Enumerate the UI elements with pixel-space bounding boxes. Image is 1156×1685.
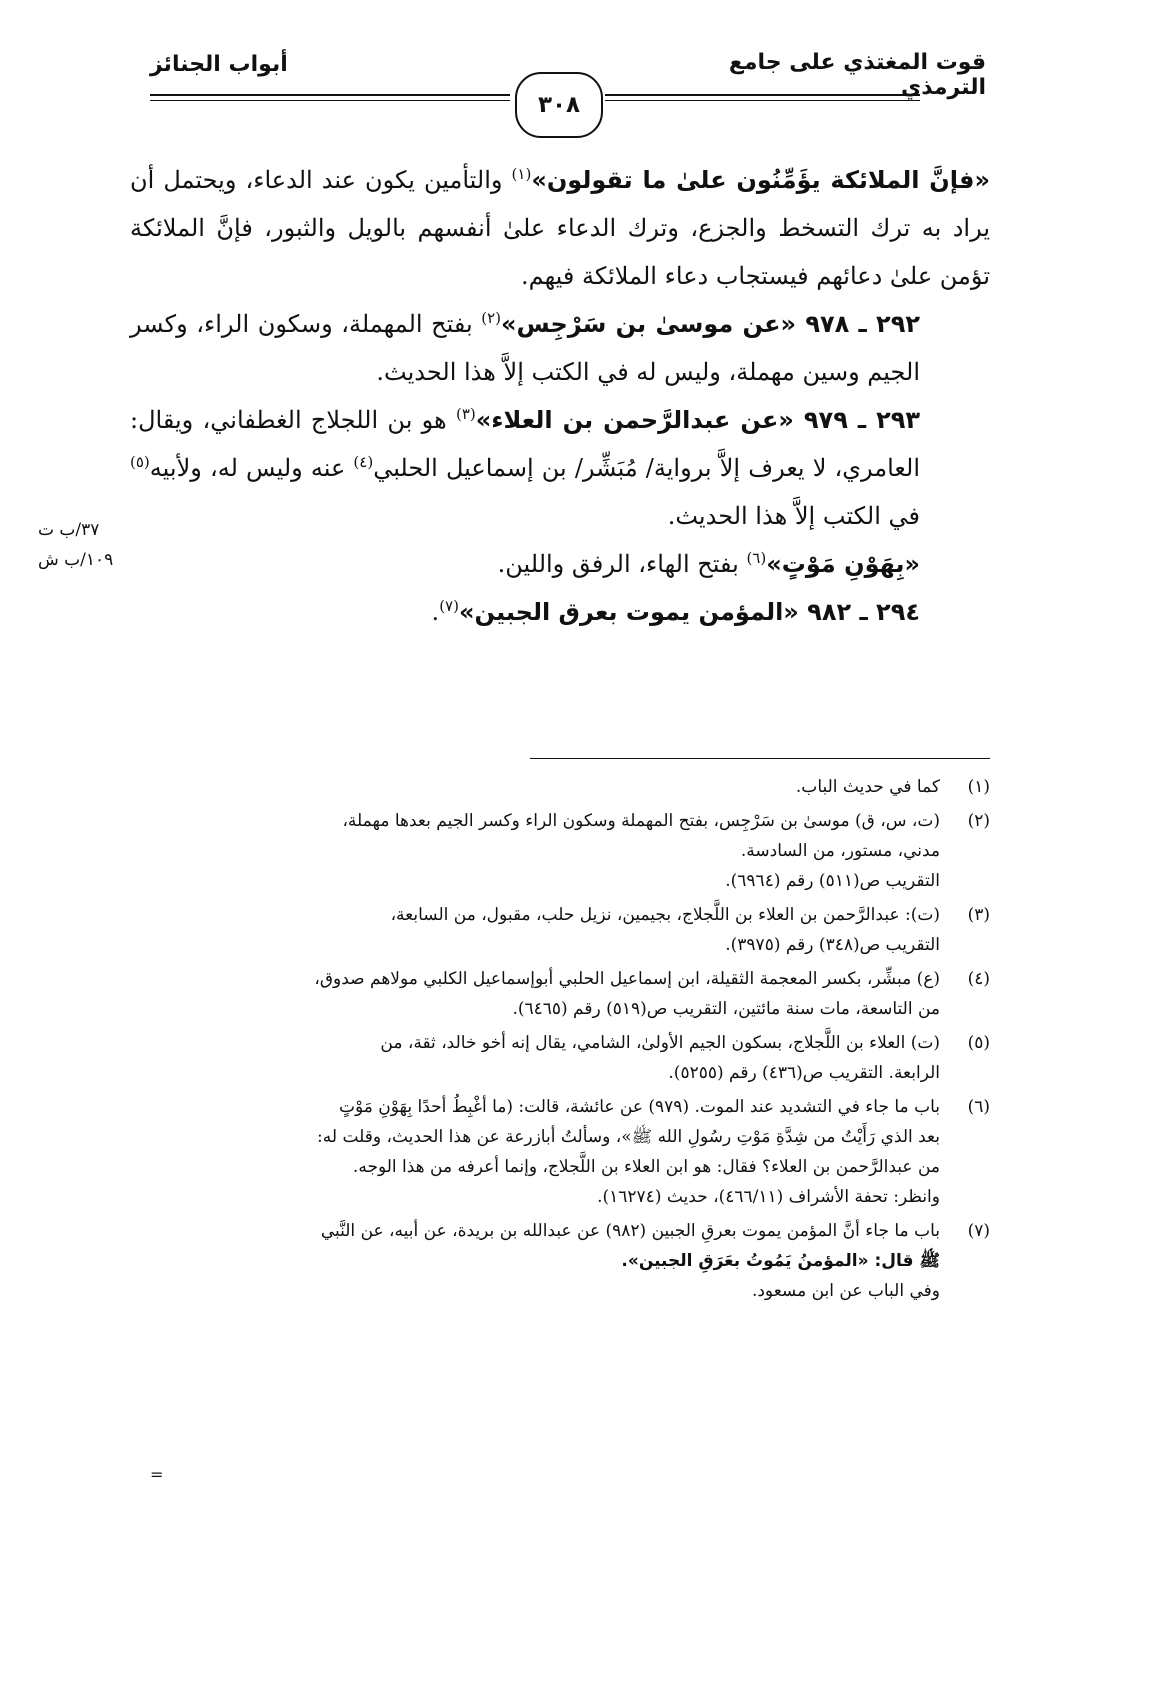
footnote <box>150 772 990 802</box>
main-text <box>130 156 990 636</box>
header-rule-left-bottom <box>150 100 510 101</box>
footnote-line: باب ما جاء أنَّ المؤمن يموت بعرقِ الجبين (٩٨٢) عن عبدالله بن بريدة، عن أبيه، عن النَّبي <box>320 1221 940 1241</box>
paragraph-2 <box>130 300 990 396</box>
paragraph-3 <box>130 396 990 540</box>
commentary-text: بفتح المهملة، وسكون الراء، وكسر الجيم وسين مهملة، وليس له في الكتب إلاَّ هذا الحديث. <box>130 310 920 386</box>
footnotes <box>150 772 990 1310</box>
page-number: ٣٠٨ <box>515 72 603 138</box>
footnote-line: مدني، مستور، من السادسة. <box>740 841 940 861</box>
quoted-hadith: «فإنَّ الملائكة يؤَمِّنُون علىٰ ما تقولون» <box>531 166 990 194</box>
footnote-text <box>150 900 940 960</box>
footnote <box>150 964 990 1024</box>
footnote-line: وفي الباب عن ابن مسعود. <box>751 1281 940 1301</box>
footnote-text <box>150 806 940 896</box>
footnote-line: باب ما جاء في التشديد عند الموت. (٩٧٩) عن عائشة، قالت: (ما أغْبِطُ أحدًا بِهَوْنِ مَوْتٍ <box>338 1097 940 1117</box>
footnote-ref: (٤) <box>353 453 374 471</box>
header-rule-left-top <box>150 94 510 96</box>
hadith-heading: ٢٩٣ ـ ٩٧٩ «عن عبدالرَّحمن بن العلاء» <box>475 406 921 434</box>
footnote-number: (٤) <box>967 969 990 989</box>
paragraph-1 <box>130 156 990 300</box>
hadith-heading: ٢٩٤ ـ ٩٨٢ «المؤمن يموت بعرق الجبين» <box>458 598 920 626</box>
footnote-ref: (٦) <box>746 549 767 567</box>
footnote-number: (٧) <box>967 1221 990 1241</box>
commentary-text: في الكتب إلاَّ هذا الحديث. <box>667 502 920 530</box>
footnote-line: (ت، س، ق) موسىٰ بن سَرْجِس، بفتح المهملة وسكون الراء وكسر الجيم بعدها مهملة، <box>342 811 940 831</box>
footnote-line: (ت): عبدالرَّحمن بن العلاء بن اللَّجلاج، بجيمين، نزيل حلب، مقبول، من السابعة، <box>390 905 940 925</box>
footnote-line: كما في حديث الباب. <box>795 777 940 797</box>
commentary-text: . <box>431 598 440 626</box>
footnote <box>150 1216 990 1306</box>
footnote-line: التقريب ص(٣٤٨) رقم (٣٩٧٥). <box>725 935 940 955</box>
footnote-line: (ع) مبشِّر، بكسر المعجمة الثقيلة، ابن إسماعيل الحلبي أبوإسماعيل الكلبي مولاهم صدوق، <box>314 969 940 989</box>
stray-mark: = <box>150 1465 164 1484</box>
manuscript-margin-note <box>38 515 148 575</box>
footnote-line: الرابعة. التقريب ص(٤٣٦) رقم (٥٢٥٥). <box>668 1063 940 1083</box>
margin-note-line: ٣٧/ب ت <box>38 520 100 540</box>
paragraph-5 <box>130 588 990 636</box>
footnote-text <box>150 1216 940 1306</box>
footnote <box>150 806 990 896</box>
commentary-text: عنه وليس له، ولأبيه <box>149 454 354 482</box>
footnote-line: من التاسعة، مات سنة مائتين، التقريب ص(٥١٩) رقم (٦٤٦٥). <box>512 999 940 1019</box>
footnote-text <box>150 772 940 802</box>
footnote-ref: (٢) <box>481 309 502 327</box>
footnote-ref: (٧) <box>439 597 459 615</box>
footnote-number: (٥) <box>967 1033 990 1053</box>
footnote-separator <box>530 758 990 759</box>
footnote-ref: (٥) <box>130 453 150 471</box>
footnote-number: (٣) <box>967 905 990 925</box>
footnote <box>150 1092 990 1212</box>
commentary-text: هو بن اللجلاج الغطفاني، ويقال: العامري، لا يعرف إلاَّ برواية/ مُبَشِّر/ بن إسماعيل الحلبي <box>130 406 920 482</box>
footnote <box>150 900 990 960</box>
footnote-number: (٦) <box>967 1097 990 1117</box>
chapter-title: أبواب الجنائز <box>150 52 288 77</box>
footnote-number: (٢) <box>967 811 990 831</box>
quoted-phrase: «بِهَوْنِ مَوْتٍ» <box>766 550 920 578</box>
footnote-line: ﷺ قال: «المؤمنُ يَمُوتُ بعَرَقِ الجبين». <box>621 1251 940 1271</box>
hadith-heading: ٢٩٢ ـ ٩٧٨ «عن موسىٰ بن سَرْجِس» <box>501 310 920 338</box>
footnote-line: بعد الذي رَأَيْتُ من شِدَّةِ مَوْتِ رسُولِ الله ﷺ»، وسألتُ أبازرعة عن هذا الحديث، وقلت له: <box>317 1127 940 1147</box>
footnote-text <box>150 1092 940 1212</box>
footnote-line: وانظر: تحفة الأشراف (٤٦٦/١١)، حديث (١٦٢٧٤). <box>597 1187 940 1207</box>
footnote-line: (ت) العلاء بن اللَّجلاج، بسكون الجيم الأولىٰ، الشامي، يقال إنه أخو خالد، ثقة، من <box>380 1033 940 1053</box>
header-rule-right-bottom <box>605 100 920 101</box>
footnote-text <box>150 1028 940 1088</box>
commentary-text: بفتح الهاء، الرفق واللين. <box>497 550 747 578</box>
footnote-text <box>150 964 940 1024</box>
footnote-line: من عبدالرَّحمن بن العلاء؟ فقال: هو ابن العلاء بن اللَّجلاج، وإنما أعرفه من هذا الوجه. <box>352 1157 940 1177</box>
footnote <box>150 1028 990 1088</box>
footnote-number: (١) <box>967 777 990 797</box>
commentary-text: والتأمين يكون عند الدعاء، ويحتمل أن يراد به ترك التسخط والجزع، وترك الدعاء علىٰ أنفسهم بالويل والثبور، فإنَّ الملائكة تؤمن علىٰ دعائهم فيستجاب دعاء الملائكة فيهم. <box>130 166 990 290</box>
margin-note-line: ١٠٩/ب ش <box>38 550 114 570</box>
footnote-line: التقريب ص(٥١١) رقم (٦٩٦٤). <box>725 871 940 891</box>
paragraph-4 <box>130 540 990 588</box>
header-rule-right-top <box>605 94 920 96</box>
book-title: قوت المغتذي على جامع الترمذي <box>728 50 986 100</box>
footnote-ref: (١) <box>511 165 532 183</box>
footnote-ref: (٣) <box>456 405 476 423</box>
